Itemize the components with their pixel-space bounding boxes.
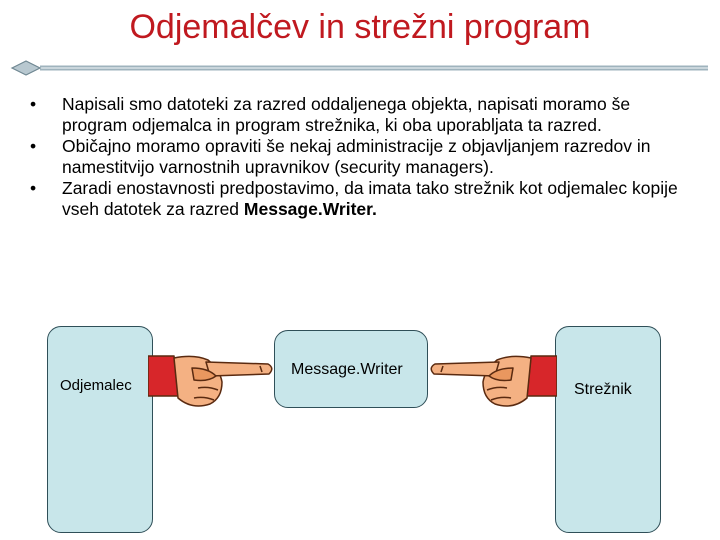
bullet-item: [28, 94, 698, 136]
bullet-text: Zaradi enostavnosti predpostavimo, da imata tako strežnik kot odjemalec kopije vseh datotek za razred: [62, 178, 678, 219]
bullet-text: Običajno moramo opraviti še nekaj administracije z objavljanjem razredov in namestitvijo varnostnih upravnikov (security managers).: [62, 136, 651, 177]
bullet-item: [28, 178, 698, 220]
server-label: Strežnik: [574, 381, 632, 398]
bullet-item: [28, 136, 698, 178]
slide-title: Odjemalčev in strežni program: [129, 8, 591, 46]
bullet-marker: •: [30, 94, 37, 114]
message-writer-label: Message.Writer: [291, 361, 403, 378]
message-writer-box: [274, 330, 428, 408]
pointing-hand-icon: [427, 342, 557, 418]
pointing-hand-icon: [148, 342, 276, 418]
bullet-list: [28, 94, 698, 220]
server-box: [555, 326, 661, 533]
bullet-text: Napisali smo datoteki za razred oddaljenega objekta, napisati moramo še program odjemalca in program strežnika, ki oba uporabljata ta razred.: [62, 94, 631, 135]
title-underline: [10, 58, 710, 78]
client-label: Odjemalec: [60, 377, 132, 394]
bullet-bold-text: Message.Writer.: [243, 199, 377, 219]
bullet-marker: •: [30, 136, 37, 156]
client-box: [47, 326, 153, 533]
bullet-marker: •: [30, 178, 37, 198]
